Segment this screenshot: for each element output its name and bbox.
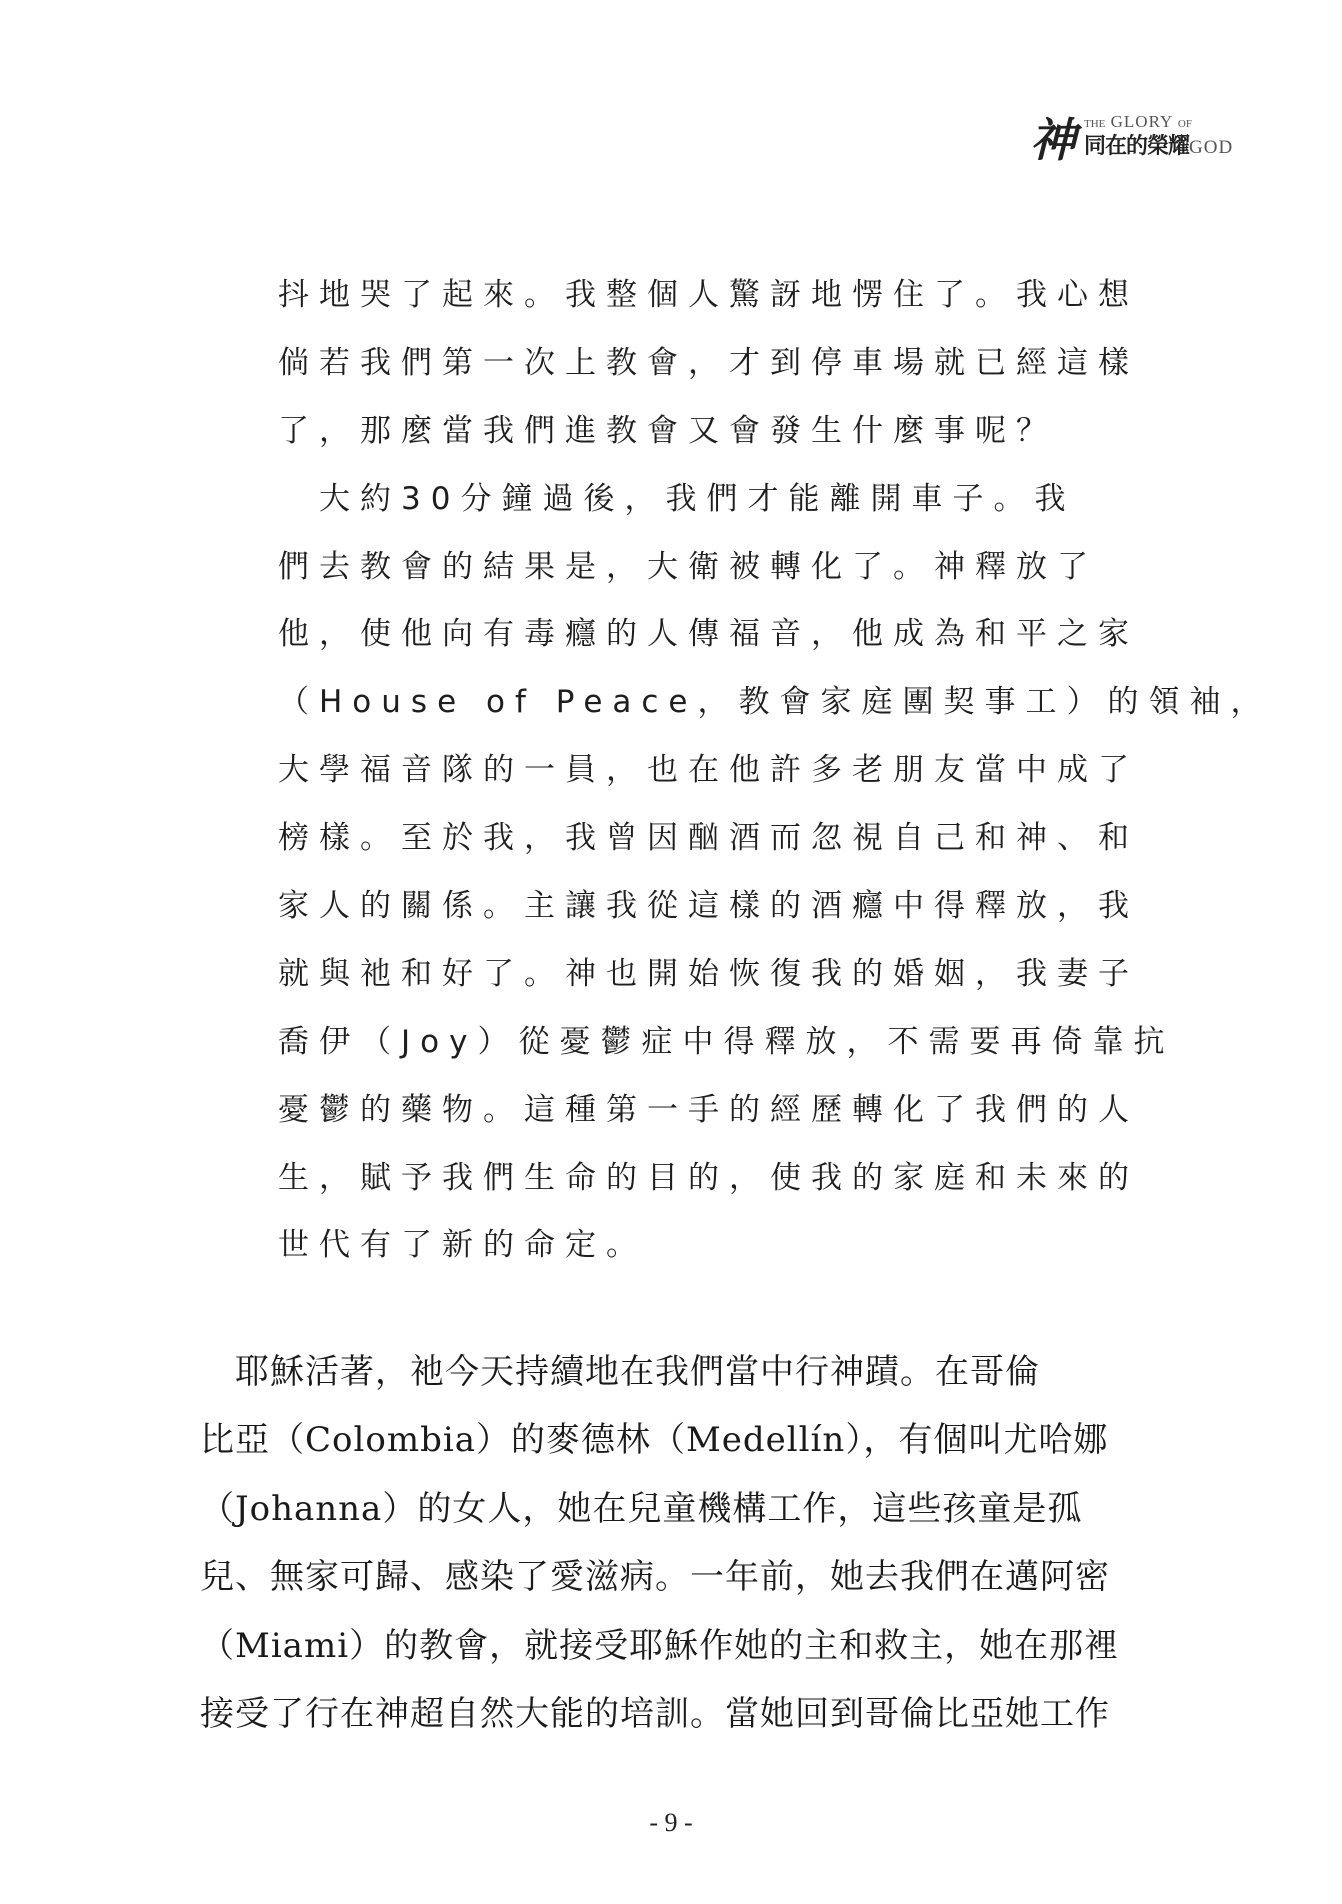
header-en-glory: GLORY (1110, 112, 1173, 131)
header-english-top (1084, 112, 1192, 134)
header-chinese-title: 同在的榮耀 (1084, 133, 1190, 159)
body-line: （Miami）的教會，就接受耶穌作她的主和救主，她在那裡 (200, 1625, 1120, 1666)
quote-line: 倘若我們第一次上教會，才到停車場就已經這樣 (278, 344, 1139, 381)
body-line: 兒、無家可歸、感染了愛滋病。一年前，她去我們在邁阿密 (200, 1557, 1110, 1598)
quote-line: 抖地哭了起來。我整個人驚訝地愣住了。我心想 (278, 277, 1139, 313)
quote-line: 就與祂和好了。神也開始恢復我的婚姻，我妻子 (278, 955, 1139, 992)
quote-line: 他，使他向有毒癮的人傳福音，他成為和平之家 (278, 616, 1139, 653)
body-line: 比亞（Colombia）的麥德林（Medellín），有個叫尤哈娜 (200, 1420, 1109, 1461)
quote-line: 了，那麼當我們進教會又會發生什麼事呢？ (278, 412, 1057, 449)
header-en-the: THE (1084, 118, 1106, 130)
quote-line: 家人的關係。主讓我從這樣的酒癮中得釋放，我 (278, 888, 1139, 925)
body-paragraph (200, 1338, 1160, 1748)
quote-line: 大學福音隊的一員，也在他許多老朋友當中成了 (278, 752, 1139, 789)
quoted-testimony (278, 262, 1272, 1280)
quote-line: 大約30分鐘過後，我們才能離開車子。我 (278, 480, 1076, 517)
body-line: 耶穌活著，祂今天持續地在我們當中行神蹟。在哥倫 (200, 1352, 1040, 1392)
running-header (1030, 112, 1250, 174)
page-number: - 9 - (649, 1808, 693, 1837)
header-en-god: GOD (1189, 137, 1234, 158)
quote-line: 喬伊（Joy）從憂鬱症中得釋放，不需要再倚靠抗 (278, 1023, 1175, 1060)
body-line: （Johanna）的女人，她在兒童機構工作，這些孩童是孤 (200, 1488, 1083, 1529)
quote-line: 生，賦予我們生命的目的，使我的家庭和未來的 (278, 1159, 1139, 1196)
quote-line: 憂鬱的藥物。這種第一手的經歷轉化了我們的人 (278, 1091, 1139, 1128)
header-row-two (1084, 132, 1233, 162)
quote-line: 世代有了新的命定。 (278, 1227, 647, 1264)
header-en-of: OF (1177, 118, 1192, 130)
quote-line: 們去教會的結果是，大衛被轉化了。神釋放了 (278, 548, 1098, 585)
quote-line: （House of Peace，教會家庭團契事工）的領袖， (278, 684, 1272, 721)
quote-line: 榜樣。至於我，我曾因酗酒而忽視自己和神、和 (278, 820, 1139, 857)
header-big-char: 神 (1030, 113, 1076, 167)
body-line: 接受了行在神超自然大能的培訓。當她回到哥倫比亞她工作 (200, 1693, 1110, 1734)
